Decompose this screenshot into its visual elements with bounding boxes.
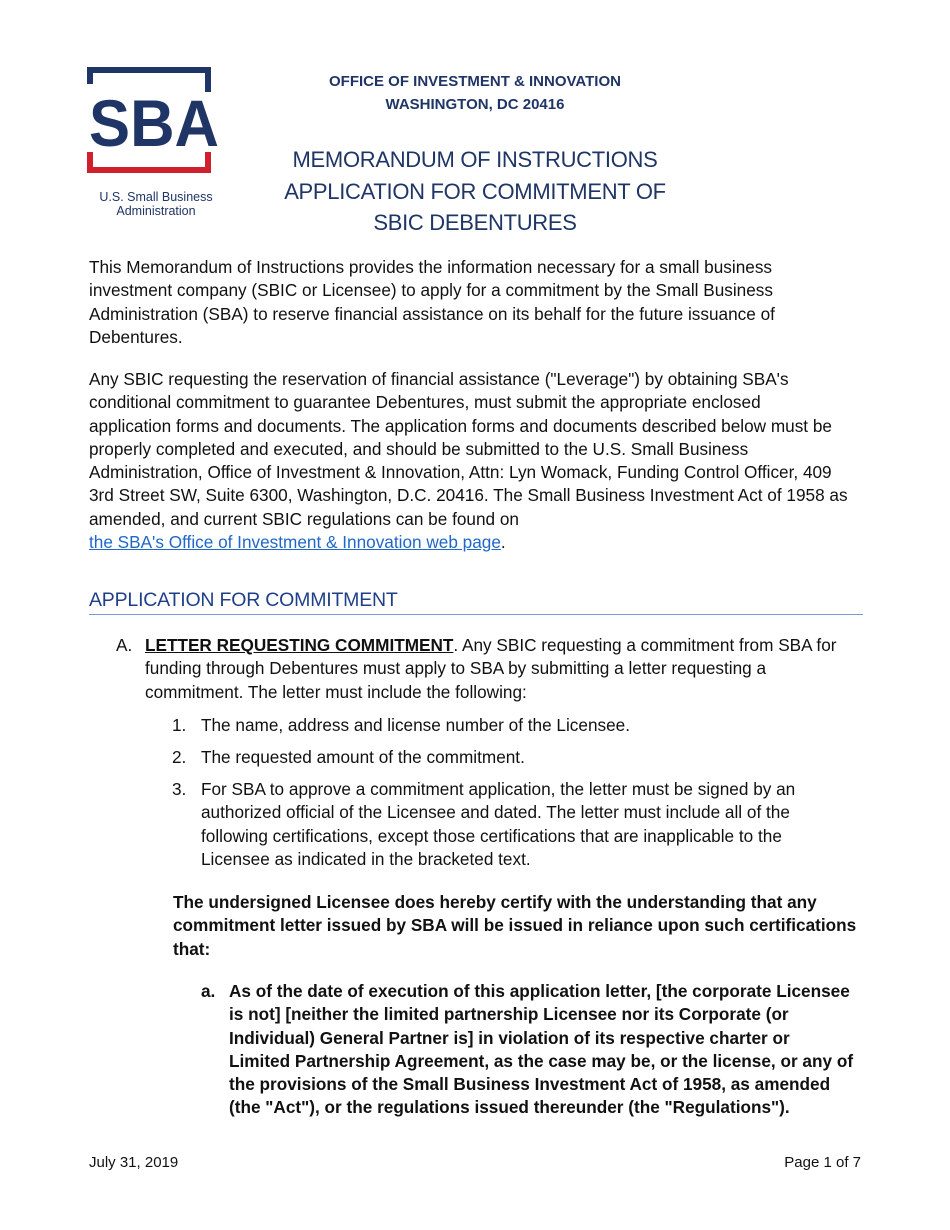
intro-paragraph-1 (89, 256, 859, 349)
logo-caption (86, 190, 226, 218)
text-line: application forms and documents. The application forms and documents described below must be (89, 415, 832, 436)
list-marker: 2. (172, 747, 187, 767)
list-item-content (201, 746, 525, 769)
footer-date: July 31, 2019 (89, 1154, 179, 1171)
logo-text: SBA (89, 86, 219, 160)
list-item-content (145, 634, 860, 704)
text-line: conditional commitment to guarantee Debentures, must submit the appropriate enclosed (89, 392, 761, 413)
list-marker: 1. (172, 715, 187, 735)
text-line: investment company (SBIC or Licensee) to apply for a commitment by the Small Business (89, 280, 773, 301)
text-line: The name, address and license number of the Licensee. (201, 715, 630, 735)
list-item-content (201, 778, 795, 871)
text-line: This Memorandum of Instructions provides the information necessary for a small business (89, 257, 773, 277)
text-line: As of the date of execution of this application letter, [the corporate Licensee (229, 981, 850, 1001)
memo-title-line3: SBIC DEBENTURES (373, 210, 577, 235)
text-line: is not] [neither the limited partnership Licensee nor its Corporate (or (229, 1004, 789, 1025)
text-line: funding through Debentures must apply to SBA by submitting a letter requesting a (145, 658, 767, 679)
section-divider (89, 614, 863, 615)
list-marker: a. (201, 981, 216, 1001)
list-marker: A. (116, 635, 133, 655)
text-line: The requested amount of the commitment. (201, 747, 525, 767)
sba-logo (86, 66, 226, 178)
text-line: Administration, Office of Investment & Innovation, Attn: Lyn Womack, Funding Control Officer, 409 (89, 462, 832, 483)
text-line: authorized official of the Licensee and dated. The letter must include all of the (201, 802, 790, 823)
list-marker: 3. (172, 779, 187, 799)
logo-caption-line2: Administration (116, 204, 196, 218)
text-line: amended, and current SBIC regulations can be found on (89, 508, 519, 529)
office-location: WASHINGTON, DC 20416 (385, 96, 565, 113)
section-heading: APPLICATION FOR COMMITMENT (89, 589, 398, 611)
link-line (89, 531, 859, 554)
text-line: following certifications, except those certifications that are inapplicable to the (201, 825, 782, 846)
sba-logo-mark (86, 66, 226, 178)
item-a-line1-rest: . Any SBIC requesting a commitment from SBA for (453, 635, 837, 655)
list-item-content (201, 714, 630, 737)
link-suffix: . (500, 532, 506, 553)
memo-title-line1: MEMORANDUM OF INSTRUCTIONS (292, 147, 658, 172)
list-item-content (229, 980, 853, 1120)
text-line: Individual) General Partner is] in violation of its respective charter or (229, 1027, 790, 1048)
office-header (290, 70, 660, 116)
text-line: For SBA to approve a commitment application, the letter must be signed by an (201, 779, 796, 799)
logo-caption-line1: U.S. Small Business (99, 190, 213, 204)
text-line: 3rd Street SW, Suite 6300, Washington, D.C. 20416. The Small Business Investment Act of 1958 as (89, 485, 848, 506)
text-line: Limited Partnership Agreement, as the case may be, or the license, or any of (229, 1050, 854, 1071)
text-line: (the "Act"), or the regulations issued thereunder (the "Regulations"). (229, 1097, 790, 1118)
memo-title (250, 144, 700, 239)
text-line (145, 634, 860, 657)
intro-paragraph-2 (89, 368, 859, 554)
text-line: commitment. The letter must include the following: (145, 681, 527, 702)
oii-web-page-link[interactable]: the SBA's Office of Investment & Innovation web page (89, 532, 501, 553)
text-line: Licensee as indicated in the bracketed text. (201, 848, 531, 869)
text-line: properly completed and executed, and should be submitted to the U.S. Small Business (89, 438, 749, 459)
memo-title-line2: APPLICATION FOR COMMITMENT OF (284, 178, 666, 204)
text-line: that: (173, 938, 211, 959)
item-a-lead: LETTER REQUESTING COMMITMENT (145, 635, 454, 655)
text-line: Any SBIC requesting the reservation of financial assistance ("Leverage") by obtaining SBA's (89, 369, 789, 389)
text-line: Administration (SBA) to reserve financial assistance on its behalf for the future issuance of (89, 303, 775, 324)
certification-statement (173, 891, 863, 961)
office-name: OFFICE OF INVESTMENT & INNOVATION (329, 73, 621, 90)
text-line: The undersigned Licensee does hereby certify with the understanding that any (173, 892, 817, 912)
text-line: commitment letter issued by SBA will be issued in reliance upon such certifications (173, 915, 857, 936)
text-line: Debentures. (89, 326, 183, 347)
text-line: the provisions of the Small Business Investment Act of 1958, as amended (229, 1074, 831, 1095)
page-number: Page 1 of 7 (784, 1154, 861, 1171)
